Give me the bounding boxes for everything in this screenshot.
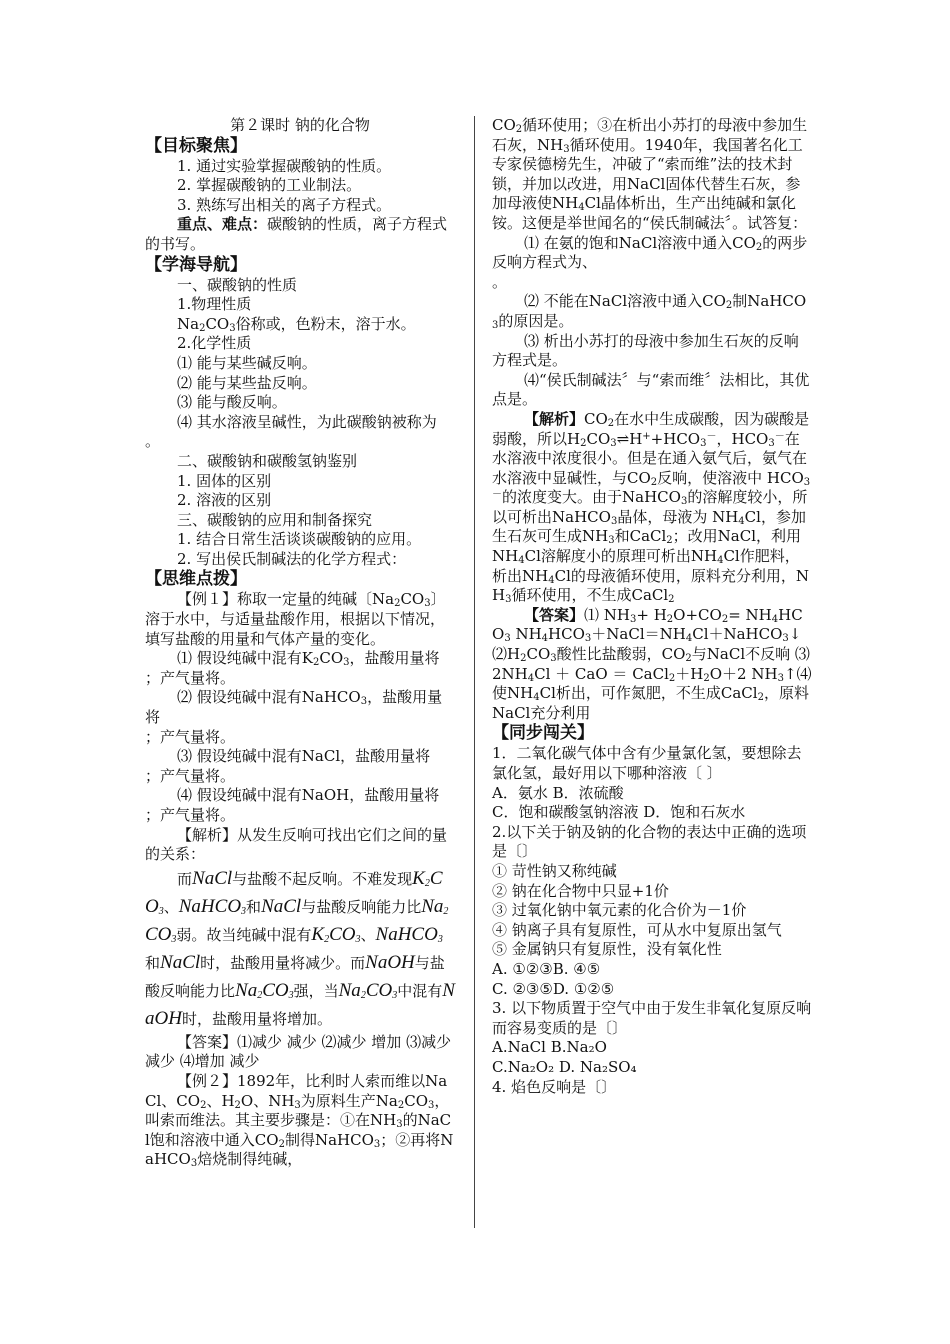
right-paragraph: 【同步闯关】 <box>492 723 594 744</box>
left-paragraph: 2.化学性质 <box>177 334 252 353</box>
left-paragraph: 重点、难点：碳酸钠的性质，离子方程式的书写。 <box>145 215 448 253</box>
left-paragraph: 1.物理性质 <box>177 295 252 314</box>
left-paragraph: 1. 通过实验掌握碳酸钠的性质。 <box>177 156 392 175</box>
left-paragraph: ⑷ 其水溶液呈碱性，为此碳酸钠被称为 <box>177 412 437 431</box>
left-paragraph: 2. 写出侯氏制碱法的化学方程式： <box>177 549 407 568</box>
left-paragraph: 2. 溶液的区别 <box>177 491 272 510</box>
right-paragraph: C. ②③⑤D. ①②⑤ <box>492 979 615 998</box>
left-paragraph: 【学海导航】 <box>145 254 247 275</box>
left-paragraph: 3. 熟练写出相关的离子方程式。 <box>177 195 392 214</box>
left-paragraph: ⑴ 能与某些碱反响。 <box>177 353 317 372</box>
left-paragraph: 【例２】1892年，比利时人索而维以NaCl、$CO_2$、$H_2O$、$NH_3$为原料生产$Na_2CO_3$，叫索而维法。其主要步骤是：①在$NH_3$的NaCl饱和溶液中通入$CO_2$制得NaHCO$_3$；②再将NaHCO$_3$焙烧制得纯碱， <box>145 1071 454 1170</box>
right-paragraph: ② 钠在化合物中只显+1价 <box>492 881 669 900</box>
left-paragraph: 1. 结合日常生活谈谈碳酸钠的应用。 <box>177 530 422 549</box>
right-paragraph: A．氨水 B．浓硫酸 <box>492 783 624 802</box>
left-paragraph: ⑴ 假设纯碱中混有$K_2CO_3$，盐酸用量将 <box>177 649 440 669</box>
right-paragraph: 【解析】$CO_2$在水中生成碳酸，因为碳酸是弱酸，所以$H_2CO_3\rightleftharpoons H^++HCO_3^-$，$HCO_3^-$在水溶液中浓度很小。但是在通入氨气后，氨气在水溶液中显碱性，与$CO_2$反响，使溶液中 $HCO_3^-$的浓度变大。由于NaHCO$_3$的溶解度较小，所以可析出NaHCO$_3$晶体，母液为 $NH_4Cl$，参加生石灰可生成$NH_3$和CaCl$_2$；改用NaCl，利用$NH_4Cl$溶解度小的原理可析出$NH_4Cl$作肥料，析出$NH_4Cl$的母液循环使用，原料充分利用，$NH_3$循环使用，不生成CaCl$_2$ <box>492 409 811 606</box>
right-paragraph: $CO_2$循环使用；③在析出小苏打的母液中参加生石灰，$NH_3$循环使用。1940年，我国著名化工专家侯德榜先生，冲破了“索而维”法的技术封锁，并加以改进，用NaCl固体代替生石灰，参加母液使$NH_4Cl$晶体析出，生产出纯碱和氯化铵。这便是举世闻名的“侯氏制碱法〞。试答复： <box>492 116 808 232</box>
right-paragraph: ⑷“侯氏制碱法〞与“索而维〞法相比，其优点是。 <box>492 370 810 409</box>
left-paragraph: 二、碳酸钠和碳酸氢钠鉴别 <box>177 451 358 470</box>
left-paragraph: 【答案】⑴减少 减少 ⑵减少 增加 ⑶减少 减少 ⑷增加 减少 <box>145 1032 452 1071</box>
left-paragraph: 【思维点拨】 <box>145 569 247 590</box>
left-paragraph: 三、碳酸钠的应用和制备探究 <box>177 510 373 529</box>
left-paragraph: ；产气量将。 <box>145 668 236 687</box>
left-paragraph: 【解析】从发生反响可找出它们之间的量的关系： <box>145 825 448 864</box>
left-paragraph: 第２课时 钠的化合物 <box>230 116 370 134</box>
left-paragraph: ⑶ 能与酸反响。 <box>177 393 287 412</box>
right-paragraph: ⑶ 析出小苏打的母液中参加生石灰的反响方程式是。 <box>492 331 799 370</box>
left-paragraph: $Na_2CO_3$俗称或，色粉末，溶于水。 <box>177 314 416 334</box>
left-paragraph: 【目标聚焦】 <box>145 135 247 156</box>
right-paragraph: ⑴ 在氨的饱和NaCl溶液中通入$CO_2$的两步反响方程式为、 <box>492 233 808 272</box>
right-paragraph: 1．二氧化碳气体中含有少量氯化氢，要想除去氯化氢，最好用以下哪种溶液〔 〕 <box>492 744 802 782</box>
left-paragraph: 1. 固体的区别 <box>177 471 272 490</box>
right-paragraph: A.NaCl B.Na₂O <box>492 1038 607 1057</box>
column-divider <box>474 116 475 1228</box>
left-paragraph: ；产气量将。 <box>145 727 236 746</box>
right-paragraph: C.Na₂O₂ D. Na₂SO₄ <box>492 1057 637 1076</box>
right-paragraph: ⑵ 不能在NaCl溶液中通入$CO_2$制NaHCO$_3$的原因是。 <box>492 292 807 331</box>
left-paragraph: 。 <box>145 432 161 451</box>
left-paragraph: ；产气量将。 <box>145 806 236 824</box>
right-paragraph: 2.以下关于钠及钠的化合物的表达中正确的选项是〔〕 <box>492 822 807 861</box>
left-paragraph: ⑵ 假设纯碱中混有NaHCO$_3$，盐酸用量将 <box>145 688 443 727</box>
left-paragraph: 而NaCl与盐酸不起反响。不难发现$K_2CO_3$、NaHCO$_3$和NaCl与盐酸反响能力比$Na_2CO_3$弱。故当纯碱中混有$K_2CO_3$、NaHCO$_3$和NaCl时，盐酸用量将减少。而NaOH与盐酸反响能力比$Na_2CO_3$强，当$Na_2CO_3$中混有NaOH时，盐酸用量将增加。 <box>145 867 455 1029</box>
left-paragraph: 一、碳酸钠的性质 <box>177 275 298 294</box>
left-column <box>145 116 455 1170</box>
right-paragraph: ③ 过氧化钠中氧元素的化合价为－1价 <box>492 901 747 920</box>
right-paragraph: ④ 钠离子具有复原性，可从水中复原出氢气 <box>492 920 782 939</box>
right-paragraph: 4. 焰色反响是〔〕 <box>492 1077 617 1096</box>
left-paragraph: 2. 掌握碳酸钠的工业制法。 <box>177 176 362 195</box>
left-paragraph: ⑵ 能与某些盐反响。 <box>177 373 317 392</box>
right-paragraph: 【答案】⑴ $NH_3+ H_2O+CO_2= NH_4HCO_3$ $NH_4HCO_3+NaCl=NH_4Cl+NaHCO_3↓$ $⑵H_2CO_3$酸性比盐酸弱，$CO_2$与NaCl不反响 ⑶ $2NH_4Cl$ ＋ CaO ＝ $CaCl_2+H_2O+2$ $NH_3↑⑷$ 使$NH_4Cl$析出，可作氮肥，不生成CaCl$_2$，原料NaCl充分利用 <box>492 605 812 722</box>
left-paragraph: ⑶ 假设纯碱中混有NaCl，盐酸用量将 <box>177 747 431 766</box>
right-paragraph: 3. 以下物质置于空气中由于发生非氧化复原反响而容易变质的是〔〕 <box>492 999 812 1037</box>
right-paragraph: C．饱和碳酸氢钠溶液 D．饱和石灰水 <box>492 803 746 822</box>
right-paragraph: ⑤ 金属钠只有复原性，没有氧化性 <box>492 940 722 959</box>
left-paragraph: ；产气量将。 <box>145 766 236 785</box>
right-paragraph: A. ①②③B. ④⑤ <box>492 959 601 978</box>
right-paragraph: 。 <box>492 272 508 291</box>
right-paragraph: ① 苛性钠又称纯碱 <box>492 861 617 880</box>
right-column <box>492 116 812 1097</box>
left-paragraph: ⑷ 假设纯碱中混有NaOH，盐酸用量将 <box>177 786 440 805</box>
left-paragraph: 【例１】称取一定量的纯碱〔$Na_2CO_3$〕溶于水中，与适量盐酸作用，根据以下情况，填写盐酸的用量和气体产量的变化。 <box>145 590 446 648</box>
